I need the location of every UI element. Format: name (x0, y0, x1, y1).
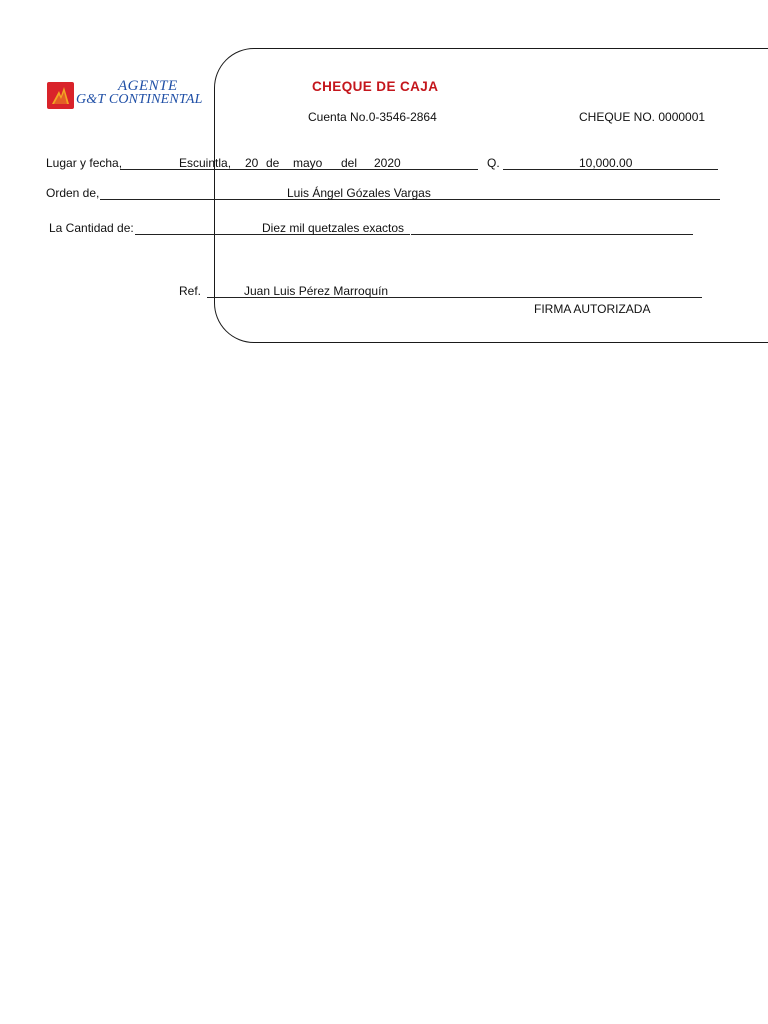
logo-line-2: G&T CONTINENTAL (76, 92, 203, 107)
amount-value: 10,000.00 (579, 156, 633, 170)
logo-line-1: AGENTE (118, 78, 178, 94)
quantity-line-right (411, 234, 693, 235)
month-value: mayo (293, 156, 323, 170)
torch-flame-icon (47, 82, 74, 109)
de-word: de (266, 156, 280, 170)
cheque-number: CHEQUE NO. 0000001 (579, 110, 706, 124)
place-value: Escuintla, (179, 156, 232, 170)
year-value: 2020 (374, 156, 401, 170)
place-date-label: Lugar y fecha, (46, 156, 123, 170)
quantity-line-left (135, 234, 260, 235)
amount-words-value: Diez mil quetzales exactos (262, 221, 405, 235)
ref-label: Ref. (179, 284, 202, 298)
signer-name: Juan Luis Pérez Marroquín (244, 284, 389, 298)
order-label: Orden de, (46, 186, 100, 200)
bank-logo (76, 80, 203, 106)
del-word: del (341, 156, 358, 170)
account-number: Cuenta No.0-3546-2864 (308, 110, 437, 124)
currency-label: Q. (487, 156, 500, 170)
cheque-title: CHEQUE DE CAJA (312, 79, 439, 94)
day-value: 20 (245, 156, 259, 170)
signature-caption: FIRMA AUTORIZADA (534, 302, 651, 316)
payee-value: Luis Ángel Gózales Vargas (287, 186, 431, 200)
quantity-label: La Cantidad de: (49, 221, 134, 235)
